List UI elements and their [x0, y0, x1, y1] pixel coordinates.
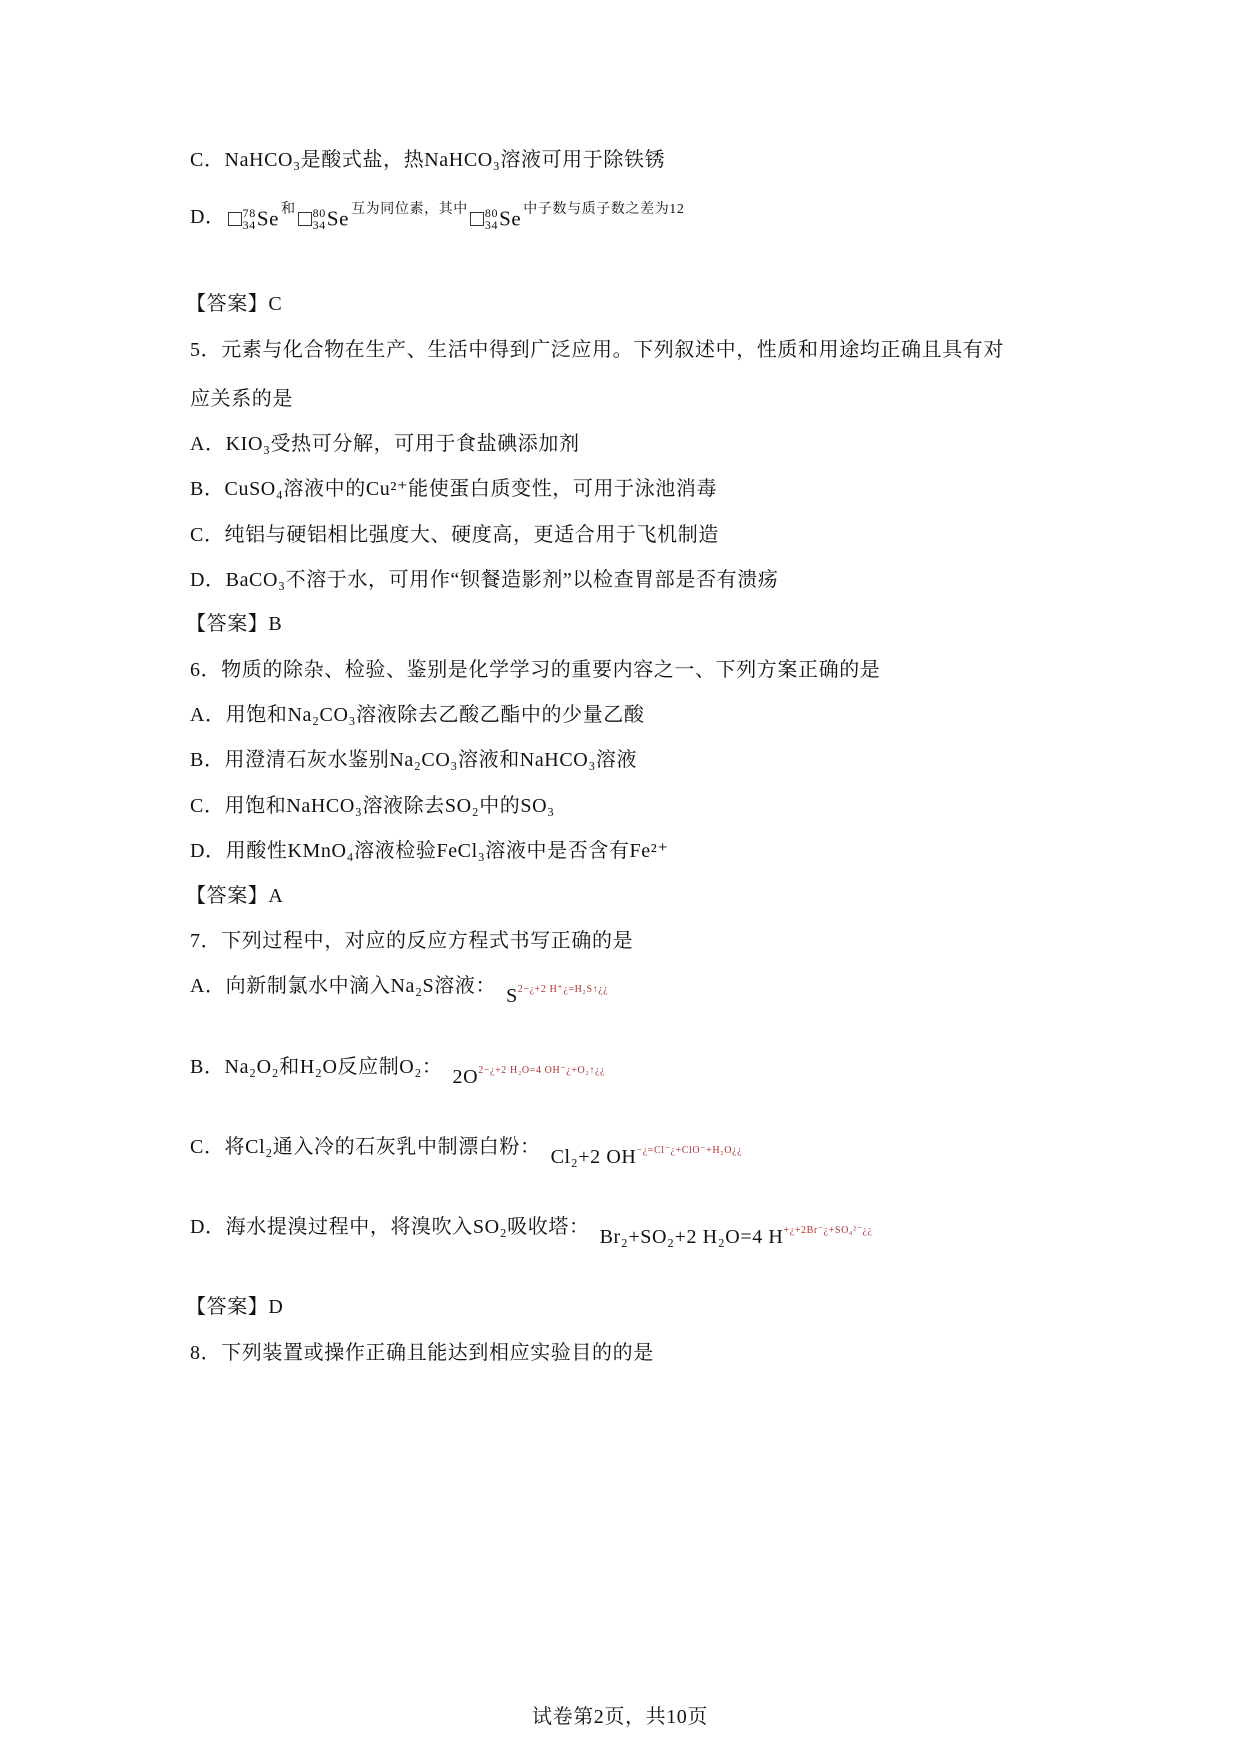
equation-main: S — [506, 985, 518, 1007]
q7-option-b — [190, 1053, 605, 1091]
q4-option-d — [190, 196, 685, 233]
equation-garbled-tail: 2−¿+2 H⁺¿=H₂S↑¿¿ — [517, 984, 609, 995]
q5-answer: 【答案】B — [186, 613, 283, 635]
q6-stem: 6．物质的除杂、检验、鉴别是化学学习的重要内容之一、下列方案正确的是 — [190, 659, 881, 681]
q7-answer: 【答案】D — [186, 1296, 284, 1318]
q5-option-b: B．CuSO₄溶液中的Cu²⁺能使蛋白质变性，可用于泳池消毒 — [190, 478, 718, 500]
missing-glyph-box — [228, 212, 242, 226]
option-text: 互为同位素，其中 — [351, 202, 468, 217]
conjunction: 和 — [281, 202, 296, 217]
q7-stem: 7．下列过程中，对应的反应方程式书写正确的是 — [190, 930, 634, 952]
nuclide-se-78 — [228, 203, 279, 233]
q4-option-c: C．NaHCO₃是酸式盐，热NaHCO₃溶液可用于除铁锈 — [190, 149, 666, 171]
atomic-number: 34 — [312, 217, 326, 232]
element-symbol: Se — [256, 206, 280, 231]
q6-option-c: C．用饱和NaHCO₃溶液除去SO₂中的SO₃ — [190, 795, 555, 817]
q5-stem-line1: 5．元素与化合物在生产、生活中得到广泛应用。下列叙述中，性质和用途均正确且具有对 — [190, 339, 1004, 361]
q6-answer: 【答案】A — [186, 885, 284, 907]
q8-stem: 8．下列装置或操作正确且能达到相应实验目的的是 — [190, 1342, 654, 1364]
element-symbol: Se — [499, 206, 522, 231]
q7-option-d — [190, 1213, 873, 1251]
q4-answer: 【答案】C — [186, 293, 283, 315]
nuclide-se-80 — [298, 203, 349, 233]
q6-option-a: A．用饱和Na₂CO₃溶液除去乙酸乙酯中的少量乙酸 — [190, 704, 645, 726]
option-text: A．向新制氯水中滴入Na₂S溶液： — [190, 975, 497, 997]
equation-c — [551, 1137, 743, 1171]
element-symbol: Se — [326, 206, 350, 231]
equation-d — [600, 1217, 873, 1251]
q6-option-d: D．用酸性KMnO₄溶液检验FeCl₃溶液中是否含有Fe²⁺ — [190, 840, 669, 862]
option-text: D．海水提溴过程中，将溴吹入SO₂吸收塔： — [190, 1216, 590, 1238]
page-footer: 试卷第2页，共10页 — [532, 1706, 708, 1728]
q7-option-c — [190, 1133, 742, 1171]
equation-main: Cl₂+2 OH — [550, 1146, 637, 1168]
equation-main: Br₂+SO₂+2 H₂O=4 H — [599, 1226, 784, 1248]
equation-b — [453, 1057, 606, 1091]
mass-number: 80 — [484, 205, 499, 220]
mass-number: 80 — [312, 205, 326, 220]
q5-option-c: C．纯铝与硬铝相比强度大、硬度高，更适合用于飞机制造 — [190, 524, 719, 546]
q5-option-a: A．KIO₃受热可分解，可用于食盐碘添加剂 — [190, 433, 580, 455]
mass-number: 78 — [242, 205, 256, 220]
option-text: B．Na₂O₂和H₂O反应制O₂： — [190, 1056, 443, 1078]
equation-garbled-tail: +¿+2Br⁻¿+SO₄²⁻¿¿ — [783, 1225, 873, 1236]
missing-glyph-box — [298, 212, 312, 226]
atomic-number: 34 — [484, 217, 499, 232]
equation-main: 2O — [452, 1066, 479, 1088]
atomic-number: 34 — [242, 217, 256, 232]
equation-garbled-tail: −¿=Cl⁻¿+ClO⁻+H₂O¿¿ — [636, 1145, 743, 1156]
q5-option-d: D．BaCO₃不溶于水，可用作“钡餐造影剂”以检查胃部是否有溃疡 — [190, 569, 779, 591]
q5-stem-line2: 应关系的是 — [190, 388, 293, 410]
q7-option-a — [190, 972, 608, 1010]
missing-glyph-box — [470, 212, 484, 226]
equation-garbled-tail: 2−¿+2 H₂O=4 OH⁻¿+O₂↑¿¿ — [478, 1065, 606, 1076]
nuclide-se-80-b — [470, 203, 521, 233]
option-label: D． — [190, 206, 226, 228]
option-text: 中子数与质子数之差为12 — [523, 202, 685, 217]
option-text: C．将Cl₂通入冷的石灰乳中制漂白粉： — [190, 1136, 541, 1158]
q6-option-b: B．用澄清石灰水鉴别Na₂CO₃溶液和NaHCO₃溶液 — [190, 749, 638, 771]
equation-a — [506, 976, 608, 1010]
